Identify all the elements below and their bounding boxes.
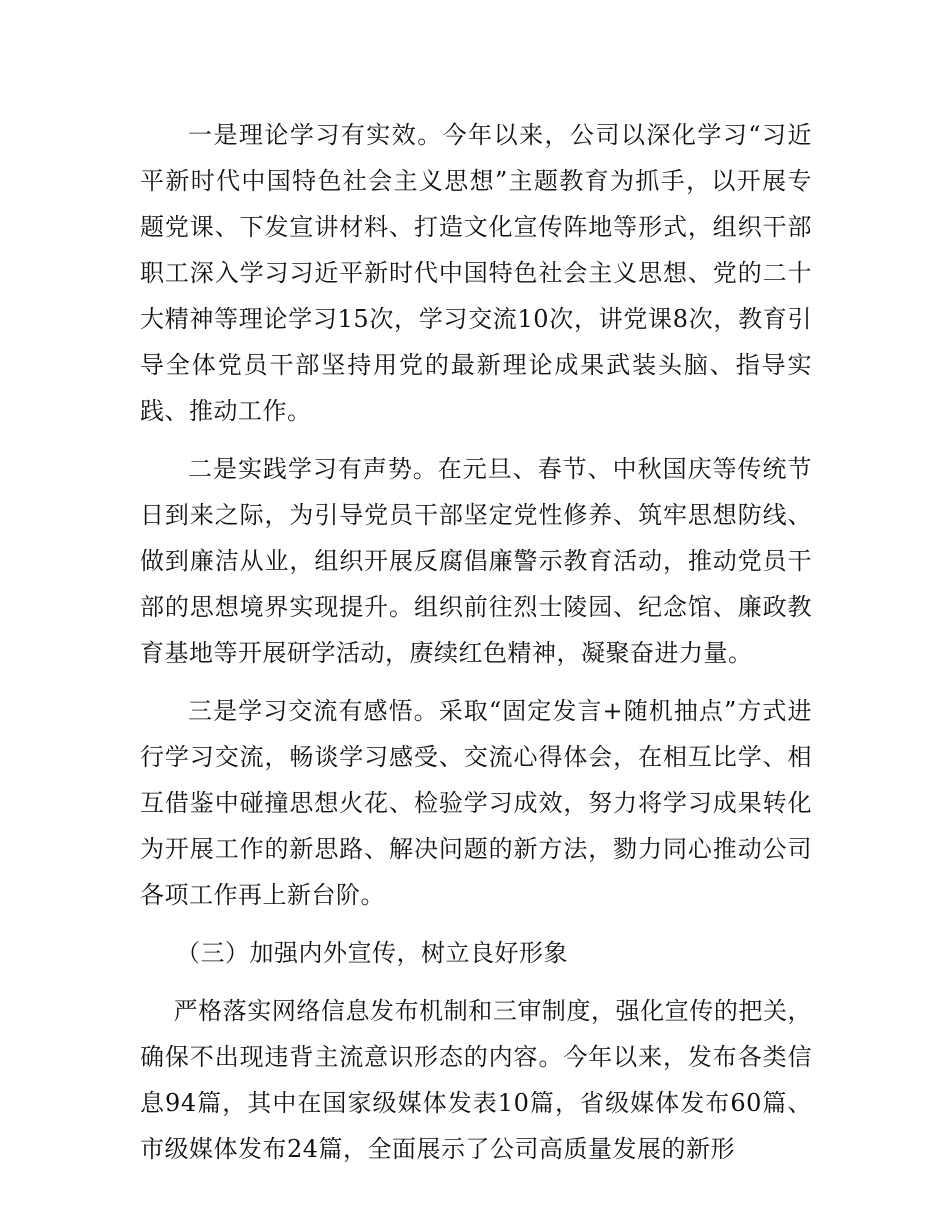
paragraph-study-exchange: 三是学习交流有感悟。采取“固定发言+随机抽点”方式进行学习交流，畅谈学习感受、交流心得体会，在相互比学、相互借鉴中碰撞思想火花、检验学习成效，努力将学习成果转化为开展工作的新思路、解决问题的新方法，勠力同心推动公司各项工作再上新台阶。: [140, 697, 812, 909]
paragraph-practice-study: 二是实践学习有声势。在元旦、春节、中秋国庆等传统节日到来之际，为引导党员干部坚定党性修养、筑牢思想防线、做到廉洁从业，组织开展反腐倡廉警示教育活动，推动党员干部的思想境界实现提升。组织前往烈士陵园、纪念馆、廉政教育基地等开展研学活动，赓续红色精神，凝聚奋进力量。: [140, 455, 812, 667]
section-heading-publicity: （三）加强内外宣传，树立良好形象: [176, 939, 568, 967]
paragraph-theory-study: 一是理论学习有实效。今年以来，公司以深化学习“习近平新时代中国特色社会主义思想”主题教育为抓手，以开展专题党课、下发宣讲材料、打造文化宣传阵地等形式，组织干部职工深入学习习近平新时代中国特色社会主义思想、党的二十大精神等理论学习15次，学习交流10次，讲党课8次，教育引导全体党员干部坚持用党的最新理论成果武装头脑、指导实践、推动工作。: [140, 121, 812, 425]
paragraph-publicity: 严格落实网络信息发布机制和三审制度，强化宣传的把关，确保不出现违背主流意识形态的内容。今年以来，发布各类信息94篇，其中在国家级媒体发表10篇，省级媒体发布60篇、市级媒体发布24篇，全面展示了公司高质量发展的新形: [140, 997, 812, 1163]
document-body: [140, 112, 812, 1184]
